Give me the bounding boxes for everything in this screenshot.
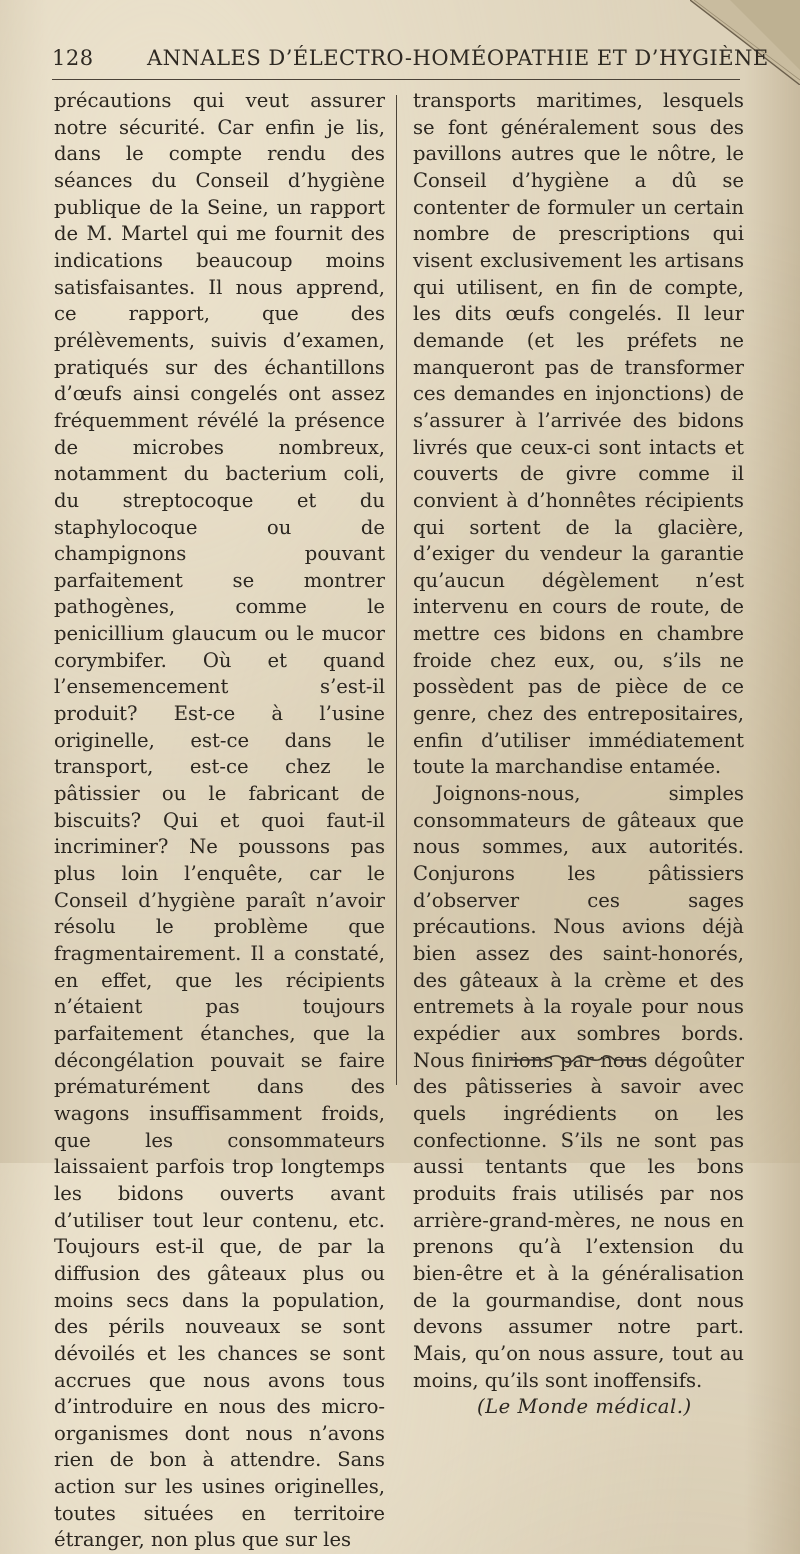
running-head [52,40,769,74]
left-paragraph: précautions qui veut assurer notre sécurité. Car enfin je lis, dans le compte rendu des séances du Conseil d’hygiène publique de la Seine, un rapport de M. Martel qui me fournit des indications beaucoup moins satisfaisantes. Il nous apprend, ce rapport, que des prélèvements, suivis d’examen, pratiqués sur des échantillons d’œufs ainsi congelés ont assez fréquemment révélé la présence de microbes nombreux, notamment du bacterium coli, du streptocoque et du staphylocoque ou de champignons pouvant parfaitement se montrer pathogènes, comme le penicillium glaucum ou le mucor corymbifer. Où et quand l’ensemencement s’est-il produit? Est-ce à l’usine originelle, est-ce dans le transport, est-ce chez le pâtissier ou le fabricant de biscuits? Qui et quoi faut-il incriminer? Ne poussons pas plus loin l’enquête, car le Conseil d’hygiène paraît n’avoir résolu le problème que fragmentairement. Il a constaté, en effet, que les récipients n’étaient pas toujours parfaitement étanches, que la décongélation pouvait se faire prématurément dans des wagons insuffisamment froids, que les consommateurs laissaient parfois trop longtemps les bidons ouverts avant d’utiliser tout leur contenu, etc. Toujours est-il que, de par la diffusion des gâteaux plus ou moins secs dans la population, des périls nouveaux se sont dévoilés et les chances se sont accrues que nous avons tous d’introduire en nous des micro-organismes dont nous n’avons rien de bon à attendre. Sans action sur les usines originelles, toutes situées en territoire étranger, non plus que sur les [54,89,385,1552]
header-rule [52,79,740,80]
column-divider [396,95,397,1085]
left-column [54,88,385,1554]
right-paragraph-2: Joignons-nous, simples consommateurs de gâteaux que nous sommes, aux autorités. Conjurons les pâtissiers d’observer ces sages précautions. Nous avions déjà bien assez des saint-honorés, des gâteaux à la crème et des entremets à la royale pour nous expédier aux sombres bords. Nous finirions par nous dégoûter des pâtisseries à savoir avec quels ingrédients on les confectionne. S’ils ne sont pas aussi tentants que les bons produits frais utilisés par nos arrière-grand-mères, ne nous en prenons qu’à l’extension du bien-être et à la généralisation de la gourmandise, dont nous devons assumer notre part. Mais, qu’on nous assure, tout au moins, qu’ils sont inoffensifs. [413,782,744,1392]
journal-title: ANNALES D’ÉLECTRO-HOMÉOPATHIE ET D’HYGIÈNE [147,46,769,70]
page-number: 128 [52,46,94,70]
source-line [413,1394,744,1421]
ornamental-flourish [508,1052,644,1066]
right-column [413,88,744,1421]
source-citation: (Le Monde médical.) [477,1395,692,1419]
right-paragraph-1: transports maritimes, lesquels se font généralement sous des pavillons autres que le nôtre, le Conseil d’hygiène a dû se contenter de formuler un certain nombre de prescriptions qui visent exclusivement les artisans qui utilisent, en fin de compte, les dits œufs congelés. Il leur demande (et les préfets ne manqueront pas de transformer ces demandes en injonctions) de s’assurer à l’arrivée des bidons livrés que ceux-ci sont intacts et couverts de givre comme il convient à d’honnêtes récipients qui sortent de la glacière, d’exiger du vendeur la garantie qu’aucun dégèlement n’est intervenu en cours de route, de mettre ces bidons en chambre froide chez eux, ou, s’ils ne possèdent pas de pièce de ce genre, chez des entrepositaires, enfin d’utiliser immédiatement toute la marchandise entamée. [413,89,744,779]
